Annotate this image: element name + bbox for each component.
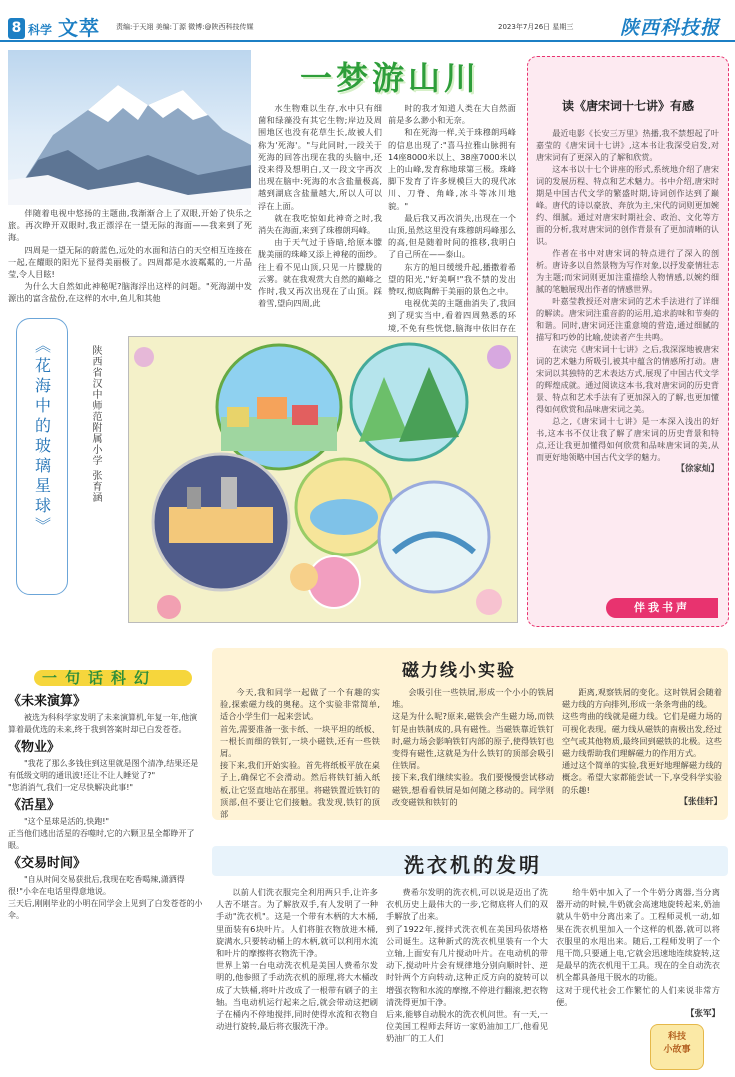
sci-fi-item — [8, 800, 203, 852]
magnet-section — [212, 648, 728, 820]
sci-fi-item-title: 《未来演算》 — [8, 694, 87, 709]
page-number-badge: 8 — [8, 18, 25, 39]
editor-credits: 责编:于天翊 美编:丁源 微博:@陕西科技传媒 — [116, 23, 254, 31]
book-review-author: 【徐家灿】 — [676, 464, 719, 474]
sci-fi-banner — [34, 667, 192, 691]
washer-col3 — [556, 886, 720, 1020]
issue-date: 2023年7月26日 星期三 — [498, 23, 574, 31]
tech-story-badge — [650, 1024, 704, 1070]
mountain-photo — [8, 50, 251, 205]
badge-line1: 科技 — [667, 1032, 686, 1042]
sci-fi-item-text: "我花了那么多钱住到这里就是图个清净,结果还是有低级文明的通讯波!还让不让人睡觉了?" "您消消气,我们一定尽快解决此事!" — [8, 759, 199, 792]
sci-fi-item-text: 被选为科科学家发明了未来演算机,年复一年,他演算着最优选的未来,终于我到答案时却已白发苍苍。 — [8, 713, 198, 734]
sci-fi-item-title: 《交易时间》 — [8, 856, 87, 871]
washer-col2: 费希尔发明的洗衣机,可以说是迈出了洗衣机历史上最伟大的一步,它彻底将人们的双手解放了出来。 到了1922年,搅拌式洗衣机在美国玛依塔格公司诞生。这种新式的洗衣机里装有一个大立轴,上面安有几片搅动叶片。在电动机的带动下,搅动叶片会有规律地分别向顺时针、逆时针两个方向转动,这种正反方向的旋转可以增强衣物和水流的摩擦,不停进行翻滚,把衣物清洗得更加干净。 后来,能够自动脱水的洗衣机问世。有一天,一位美国工程师去拜访一家奶油加工厂,他看见奶油厂的工人们 — [386, 887, 548, 1044]
mountain-article-col3 — [388, 102, 516, 370]
paragraph: 在读完《唐宋词十七讲》之后,我深深地被唐宋词的艺术魅力所吸引,被其中蕴含的情感所打动。唐宋词以其独特的艺术表达方式,展现了中国古代文学的辉煌成就。通过阅读这本书,我对唐宋词的历史背景、特点和艺术手法有了更加深入的了解,也更加懂得如何欣赏和品味唐宋词之美。 — [536, 344, 719, 414]
magnet-title: 磁力线小实验 — [402, 661, 516, 681]
paragraph: 伴随着电视中悠扬的主题曲,我渐渐合上了双眼,开始了快乐之旅。再次睁开双眼时,我正漂浮在一望无际的海面——我来到了死海。 — [8, 208, 252, 243]
book-review-box — [527, 56, 729, 627]
magnet-col3 — [562, 686, 722, 808]
paragraph: 叶嘉莹教授还对唐宋词的艺术手法进行了详细的解读。唐宋词注重音韵的运用,追求韵味和节奏的和谐。同时,唐宋词还注重意境的营造,通过细腻的描写和巧妙的比喻,使读者产生共鸣。 — [536, 296, 719, 342]
paper-name-logo: 陕西科技报 — [620, 17, 721, 39]
painting-credit: 陕西省汉中师范附属小学 张育涵 — [90, 345, 101, 504]
washer-author: 【张军】 — [685, 1009, 720, 1020]
paragraph: 最近电影《长安三万里》热播,我不禁想起了叶嘉莹的《唐宋词十七讲》,这本书让我深受启发,对唐宋词有了更深入的了解和欣赏。 — [536, 128, 719, 162]
paragraph: 这本书以十七个讲座的形式,系统地介绍了唐宋词的发展历程、特点和艺术魅力。书中介绍,唐宋时期是中国古代文学的繁盛时期,诗词创作达到了巅峰。唐代的诗以豪放、奔放为主,宋代的词则更加婉约、细腻。通过对唐宋时期社会、政治、文化等方面的分析,我对唐宋词的创作背景有了更加清晰的认识。 — [536, 164, 719, 246]
sci-fi-item — [8, 696, 203, 736]
mountain-article-col2 — [258, 102, 382, 309]
magnet-col2: 会吸引住一些铁屑,形成一个小小的铁屑堆。 这是为什么呢?原来,磁铁会产生磁力场,而铁钉是由铁制成的,具有磁性。当磁铁靠近铁钉时,磁力场会影响铁钉内部的原子,使得铁钉也变得有磁性,这就是为什么铁钉的顶部会吸引住铁屑。 接下来,我们继续实验。我们要慢慢尝试移动磁铁,想看看铁屑是如何随之移动的。同学则改变磁铁和铁钉的 — [392, 687, 554, 807]
paragraph: 时的我才知道人类在大自然面前是多么渺小和无奈。 — [388, 103, 516, 126]
badge-line2: 小故事 — [663, 1045, 691, 1055]
section-name-a: 科学 — [28, 23, 53, 37]
sci-fi-item-text: "自从时间交易获批后,我现在吃香喝辣,潇洒得很!"小伞在电话里得意地说。 三天后,刚刚毕业的小明在同学会上见到了白发苍苍的小伞。 — [8, 875, 203, 920]
sci-fi-item-title: 《物业》 — [8, 740, 61, 755]
sci-fi-item — [8, 742, 203, 794]
washer-title-bar — [212, 846, 728, 876]
sci-fi-item-text: "这个星球是活的,快跑!" 正当他们逃出活星的吞噬时,它的六颗卫星全都睁开了眼。 — [8, 817, 195, 850]
paragraph: 和在死海一样,关于珠穆朗玛峰的信息出现了:"喜马拉雅山脉拥有14座8000米以上、38座7000米以上的山峰,发育称地球第三极。珠峰脚下发育了许多规模巨大的现代冰川、刀脊、角峰,冰斗等冰川地貌。" — [388, 127, 517, 211]
mountain-article-col1 — [8, 207, 252, 305]
paragraph: 为什么大自然如此神秘呢?脑海浮出这样的问题。"死海湖中发源出的富含盐份,在这样的水中,鱼儿和其他 — [8, 281, 252, 304]
paragraph: 由于天气过于昏暗,给原本朦胧美丽的珠峰又添上神秘的面纱。往上看不见山顶,只见一片朦胧的云雾。就在我观赏大自然的巅峰之作时,我又再次出现在了山顶。踩着雪,望向四周,此 — [258, 237, 382, 309]
paragraph: 电视优美的主题曲消失了,我回到了现实当中,看着四周熟悉的环境,不免有些恍惚,脑海中依旧存在 — [388, 298, 516, 333]
paragraph: 作者在书中对唐宋词的特点进行了深入的剖析。唐诗多以自然景物为写作对象,以抒发豪情壮志为主题;而宋词则更加注重描绘人物情感,以婉约细腻的笔触展现出作者的情感世界。 — [536, 248, 719, 294]
sci-fi-list — [8, 696, 203, 922]
magnet-col3-text: 距离,观察铁屑的变化。这时铁屑会随着磁力线的方向排列,形成一条条弯曲的线。 这些弯曲的线就是磁力线。它们是磁力场的可视化表现。磁力线从磁铁的南极出发,经过空气或其他物质,最终回到磁铁的北极。这些磁力线帮助我们理解磁力的作用方式。 通过这个简单的实验,我更好地理解磁力线的概念。希望大家都能尝试一下,享受科学实验的乐趣! — [562, 687, 722, 795]
sci-fi-item — [8, 858, 203, 922]
paragraph: 四周是一望无际的蔚蓝色,远处的水面和洁白的天空相互连接在一起,在耀眼的阳光下显得美丽极了。四周都是水波粼粼的,一片晶莹,令人目眩! — [8, 244, 252, 280]
section-name-b: 文萃 — [58, 16, 100, 40]
painting-image — [128, 336, 518, 623]
paragraph: 水生物难以生存,水中只有细菌和绿藻没有其它生物;岸边及周围地区也没有花草生长,故被人们称为'死海'。"与此同时,一段关于死海的回答出现在我的头脑中,还没来得及想明白,又一段文字再次出现在脑中:死海的水含盐量极高,越到湖底含盐量越大,所以人可以浮在上面。 — [258, 103, 382, 211]
magnet-author: 【张佳轩】 — [679, 796, 722, 807]
sci-fi-item-title: 《活星》 — [8, 798, 61, 813]
paragraph: 就在我吃惊如此神奇之时,我消失在海面,来到了珠穆朗玛峰。 — [258, 212, 382, 236]
washer-col1: 以前人们洗衣服完全利用两只手,让许多人苦不堪言。为了解放双手,有人发明了一种手动"洗衣机"。这是一个带有木柄的大木桶,里面装有6块叶片。人们将脏衣物放进木桶,旋满水,只要转动桶上的木柄,就可以利用水流和叶片的摩擦将衣物洗干净。 世界上第一台电动洗衣机是美国人费希尔发明的,他参照了手动洗衣机的原理,将大木桶改成了大铁桶,将叶片改成了一根带有刷子的主轴。当电动机运行起来之后,就会带动这把刷子在桶内不停地搅拌,同时使得水流和衣物自动进行旋转,最后将衣服洗干净。 — [216, 887, 378, 1032]
painting-title: 《花海中的玻璃星球》 — [32, 337, 52, 537]
book-review-body — [536, 127, 719, 475]
mountain-illustration — [8, 50, 251, 205]
magnet-col1: 今天,我和同学一起做了一个有趣的实验,探索磁力线的奥秘。这个实验非常简单,适合小学生们一起来尝试。 首先,需要准备一张卡纸、一块平坦的纸板、一根长而细的铁钉,一块小磁铁,还有一些铁屑。 接下来,我们开始实验。首先将纸板平放在桌子上,确保它不会滑动。然后将铁钉插入纸板,让它竖直地站在那里。将磁铁置近铁钉的顶部,但不要让它们接触。我发现,铁钉的顶部 — [220, 687, 380, 820]
header-rule — [0, 40, 735, 42]
book-review-banner: 伴我书声 — [606, 598, 718, 618]
mountain-article-title: 一梦游山川 — [300, 59, 481, 97]
book-review-title: 读《唐宋词十七讲》有感 — [561, 99, 694, 113]
glass-planet-drawing — [129, 337, 517, 622]
page-header — [0, 0, 735, 44]
paragraph: 东方的旭日缓缓升起,播撒着希望的阳光,"好美啊!"我不禁的发出赞叹,彻底陶醉于美丽的景色之中。 — [388, 261, 516, 297]
painting-title-box — [16, 318, 68, 595]
paragraph: 总之,《唐宋词十七讲》是一本深入浅出的好书,这本书不仅让我了解了唐宋词的历史背景和特点,还让我更加懂得如何欣赏和品味唐宋词的美,从而更好地领略中国古代文学的魅力。 — [536, 416, 719, 462]
washer-col3-text: 给牛奶中加入了一个牛奶分离器,当分离器开动的时候,牛奶就会高速地旋转起来,奶油就从牛奶中分离出来了。工程师灵机一动,如果在洗衣机里加入一个这样的机器,就可以将衣服里的水甩出来。随后,工程师发明了一个甩干筒,只要通上电,它就会迅速地连续旋转,这是最早的洗衣机甩干工具。现在的全自动洗衣机全都具备甩干脱水的功能。 这对于现代社会工作繁忙的人们来说非常方便。 — [556, 887, 720, 1007]
washer-title: 洗衣机的发明 — [404, 853, 542, 877]
paragraph: 最后我又再次消失,出现在一个山顶,虽然这里没有珠穆朗玛峰那么的高,但是随着时间的推移,我明白了自己所在——泰山。 — [388, 212, 516, 260]
sci-fi-banner-text: 一句话科幻 — [42, 669, 158, 687]
